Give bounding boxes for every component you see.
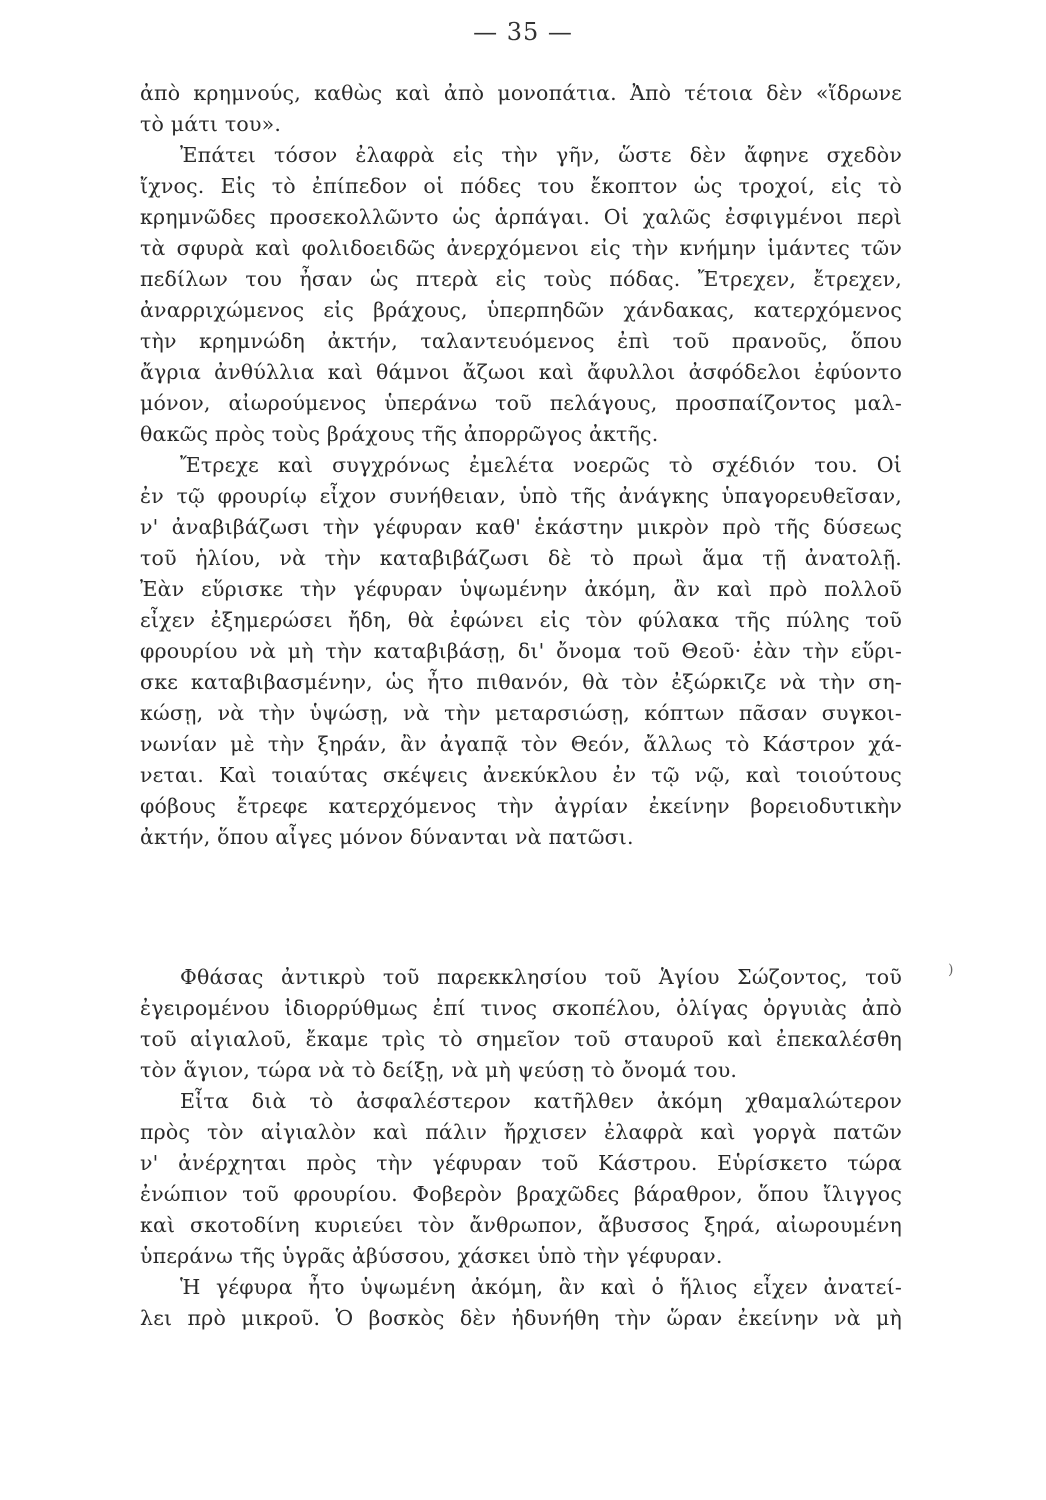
text-line: θακῶς πρὸς τοὺς βράχους τῆς ἀπορρῶγος ἀκτῆς. [140,422,659,446]
text-line: τὰ σφυρὰ καὶ φολιδοειδῶς ἀνερχόμενοι εἰς τὴν κνήμην ἱμάντες τῶν [140,236,902,260]
text-line: νεται. Καὶ τοιαύτας σκέψεις ἀνεκύκλου ἐν τῷ νῷ, καὶ τοιούτους [140,763,902,787]
text-line: εἶχεν ἐξημερώσει ἤδη, θὰ ἐφώνει εἰς τὸν φύλακα τῆς πύλης τοῦ [140,608,902,632]
text-line: ἴχνος. Εἰς τὸ ἐπίπεδον οἱ πόδες του ἔκοπτον ὡς τροχοί, εἰς τὸ [140,174,902,198]
text-line: τὴν κρημνώδη ἀκτήν, ταλαντευόμενος ἐπὶ τοῦ πρανοῦς, ὅπου [140,329,902,353]
text-line: καὶ σκοτοδίνη κυριεύει τὸν ἄνθρωπον, ἄβυσσος ξηρά, αἰωρουμένη [140,1213,902,1237]
text-line: Φθάσας ἀντικρὺ τοῦ παρεκκλησίου τοῦ Ἁγίου Σώζοντος, τοῦ [180,965,902,989]
text-line: νωνίαν μὲ τὴν ξηράν, ἂν ἀγαπᾷ τὸν Θεόν, ἄλλως τὸ Κάστρον χά- [140,732,902,756]
text-line: ὑπεράνω τῆς ὑγρᾶς ἀβύσσου, χάσκει ὑπὸ τὴν γέφυραν. [140,1244,723,1268]
text-line: ν' ἀναβιβάζωσι τὴν γέφυραν καθ' ἑκάστην μικρὸν πρὸ τῆς δύσεως [140,515,902,539]
text-line: ἀκτήν, ὅπου αἶγες μόνον δύνανται νὰ πατῶσι. [140,825,634,849]
text-line: ἄγρια ἀνθύλλια καὶ θάμνοι ἄζωοι καὶ ἄφυλλοι ἀσφόδελοι ἐφύοντο [140,360,902,384]
text-line: ἐν τῷ φρουρίῳ εἶχον συνήθειαν, ὑπὸ τῆς ἀνάγκης ὑπαγορευθεῖσαν, [140,484,902,508]
text-line: τοῦ ἡλίου, νὰ τὴν καταβιβάζωσι δὲ τὸ πρωὶ ἅμα τῇ ἀνατολῇ. [140,546,902,570]
text-line: λει πρὸ μικροῦ. Ὁ βοσκὸς δὲν ἠδυνήθη τὴν ὥραν ἐκείνην νὰ μὴ [140,1306,902,1330]
text-line: τὸν ἅγιον, τώρα νὰ τὸ δείξῃ, νὰ μὴ ψεύσῃ τὸ ὄνομά του. [140,1058,738,1082]
text-line: κώσῃ, νὰ τὴν ὑψώσῃ, νὰ τὴν μεταρσιώσῃ, κόπτων πᾶσαν συγκοι- [140,701,902,725]
text-line: πρὸς τὸν αἰγιαλὸν καὶ πάλιν ἤρχισεν ἐλαφρὰ καὶ γοργὰ πατῶν [140,1120,902,1144]
text-line: φόβους ἔτρεφε κατερχόμενος τὴν ἀγρίαν ἐκείνην βορειοδυτικὴν [140,794,902,818]
text-line: ἐνώπιον τοῦ φρουρίου. Φοβερὸν βραχῶδες βάραθρον, ὅπου ἴλιγγος [140,1182,902,1206]
text-line: τοῦ αἰγιαλοῦ, ἔκαμε τρὶς τὸ σημεῖον τοῦ σταυροῦ καὶ ἐπεκαλέσθη [140,1027,902,1051]
text-line: Ἔτρεχε καὶ συγχρόνως ἐμελέτα νοερῶς τὸ σχέδιόν του. Οἱ [180,453,902,477]
text-line: φρουρίου νὰ μὴ τὴν καταβιβάσῃ, δι' ὄνομα τοῦ Θεοῦ· ἐὰν τὴν εὕρι- [140,639,902,663]
text-line: ἀναρριχώμενος εἰς βράχους, ὑπερπηδῶν χάνδακας, κατερχόμενος [140,298,902,322]
text-line: ν' ἀνέρχηται πρὸς τὴν γέφυραν τοῦ Κάστρου. Εὑρίσκετο τώρα [140,1151,902,1175]
text-line: κρημνῶδες προσεκολλῶντο ὡς ἁρπάγαι. Οἱ χαλῶς ἐσφιγμένοι περὶ [140,205,902,229]
page-number: — 35 — [473,18,573,46]
text-line: Ἡ γέφυρα ἦτο ὑψωμένη ἀκόμη, ἂν καὶ ὁ ἥλιος εἶχεν ἀνατεί- [180,1275,902,1299]
text-line: Ἐπάτει τόσον ἐλαφρὰ εἰς τὴν γῆν, ὥστε δὲν ἄφηνε σχεδὸν [180,143,902,167]
text-line: πεδίλων του ἦσαν ὡς πτερὰ εἰς τοὺς πόδας. Ἔτρεχεν, ἔτρεχεν, [140,267,902,291]
text-line: σκε καταβιβασμένην, ὡς ἦτο πιθανόν, θὰ τὸν ἐξώρκιζε νὰ τὴν ση- [140,670,902,694]
text-line: Εἶτα διὰ τὸ ἀσφαλέστερον κατῆλθεν ἀκόμη χθαμαλώτερον [180,1089,902,1113]
text-line: μόνον, αἰωρούμενος ὑπεράνω τοῦ πελάγους, προσπαίζοντος μαλ- [140,391,902,415]
text-block-1 [140,78,902,853]
margin-mark: ) [948,962,954,978]
text-block-2 [140,962,902,1334]
text-line: Ἐὰν εὕρισκε τὴν γέφυραν ὑψωμένην ἀκόμη, ἂν καὶ πρὸ πολλοῦ [140,577,902,601]
text-line: ἐγειρομένου ἰδιορρύθμως ἐπί τινος σκοπέλου, ὀλίγας ὀργυιὰς ἀπὸ [140,996,902,1020]
text-line: ἀπὸ κρημνούς, καθὼς καὶ ἀπὸ μονοπάτια. Ἀπὸ τέτοια δὲν «ἵδρωνε [140,81,902,105]
text-line: τὸ μάτι του». [140,112,282,136]
